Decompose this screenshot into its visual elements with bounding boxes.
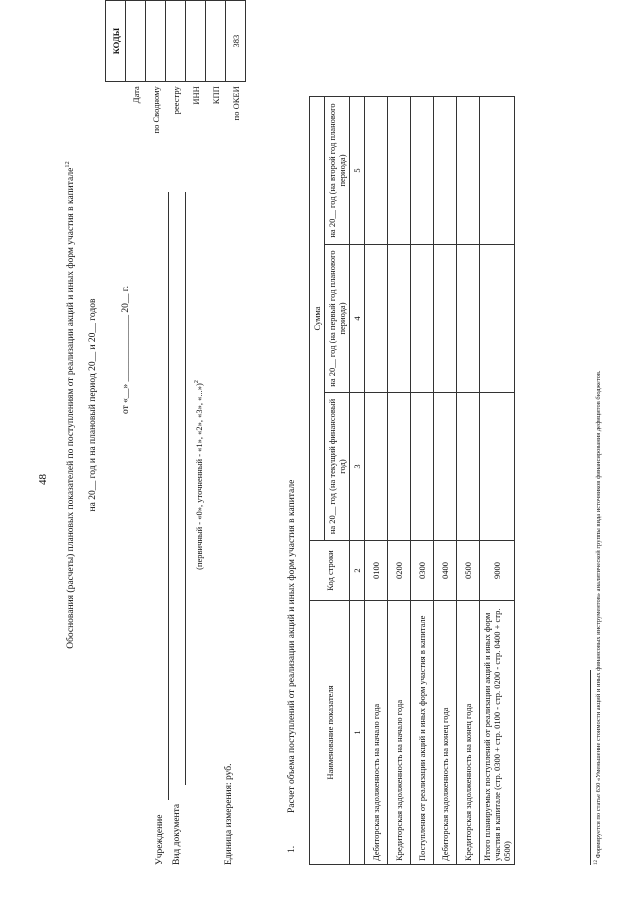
title-text: Обоснования (расчеты) плановых показателей по поступлениям от реализации акций и иных форм участия в капитале xyxy=(66,167,77,649)
sum-cell[interactable] xyxy=(434,393,457,541)
codes-value[interactable] xyxy=(206,1,226,82)
header-first-plan-year: на 20__ год (на первый год планового периода) xyxy=(325,245,350,393)
codes-row xyxy=(186,1,206,169)
document-type-label: Вид документа xyxy=(172,803,182,865)
calculation-table xyxy=(309,96,515,865)
sum-cell[interactable] xyxy=(365,245,388,393)
document-type-note xyxy=(194,235,204,715)
section-number: 1. xyxy=(287,845,297,853)
footnote-text: Формируется по статье 630 «Уменьшение стоимости акций и иных финансовых инструментов» аналитической группы вида источников финансирования дефицитов бюджетов. xyxy=(595,370,603,859)
table-row xyxy=(388,97,411,865)
date-line: от «__» ______________ 20__ г. xyxy=(121,286,131,414)
codes-value[interactable] xyxy=(186,1,206,82)
sum-cell[interactable] xyxy=(388,97,411,245)
sum-cell[interactable] xyxy=(457,393,480,541)
header-sum: Сумма xyxy=(310,97,325,541)
header-current-year: на 20__ год (на текущий финансовый год) xyxy=(325,393,350,541)
table-row xyxy=(480,97,515,865)
codes-row xyxy=(146,1,166,169)
document-type-field[interactable] xyxy=(185,192,186,785)
sum-cell[interactable] xyxy=(365,97,388,245)
sum-cell[interactable] xyxy=(480,393,515,541)
codes-label: по Сводному xyxy=(150,86,161,134)
footnote-divider xyxy=(590,670,591,865)
sum-cell[interactable] xyxy=(457,97,480,245)
sum-cell[interactable] xyxy=(480,97,515,245)
sum-cell[interactable] xyxy=(411,245,434,393)
row-name: Кредиторская задолженность на конец года xyxy=(457,601,480,865)
codes-value[interactable] xyxy=(126,1,146,82)
sum-cell[interactable] xyxy=(388,245,411,393)
row-code: 0400 xyxy=(434,541,457,601)
codes-label: ИНН xyxy=(190,86,201,105)
codes-table xyxy=(105,0,246,168)
column-number: 4 xyxy=(350,245,365,393)
sum-cell[interactable] xyxy=(434,245,457,393)
table-row xyxy=(457,97,480,865)
table-row xyxy=(434,97,457,865)
header-row-code: Код строки xyxy=(310,541,350,601)
document-type-note-text: (первичный - «0», уточненный - «1», «2», «3», «...») xyxy=(194,383,204,570)
codes-value[interactable] xyxy=(166,1,186,82)
sum-cell[interactable] xyxy=(457,245,480,393)
row-name: Дебиторская задолженность на начало года xyxy=(365,601,388,865)
sum-cell[interactable] xyxy=(388,393,411,541)
table-row xyxy=(411,97,434,865)
codes-row xyxy=(206,1,226,169)
institution-field[interactable] xyxy=(168,192,169,800)
codes-row xyxy=(226,1,246,169)
sum-cell[interactable] xyxy=(434,97,457,245)
sum-cell[interactable] xyxy=(411,97,434,245)
header-indicator-name: Наименование показателя xyxy=(310,601,350,865)
sum-cell[interactable] xyxy=(365,393,388,541)
sum-cell[interactable] xyxy=(480,245,515,393)
row-name: Итого планируемых поступлений от реализации акций и иных форм участия в капитале (стр. 0300 + стр. 0100 - стр. 0200 - стр. 0400 + стр. 0500) xyxy=(480,601,515,865)
row-name: Кредиторская задолженность на начало года xyxy=(388,601,411,865)
column-number: 3 xyxy=(350,393,365,541)
codes-header: КОДЫ xyxy=(106,1,126,82)
section-title: Расчет объема поступлений от реализации акций и иных форм участия в капитале xyxy=(287,479,297,813)
column-numbers-row xyxy=(350,97,365,865)
unit-line: Единица измерения: руб. xyxy=(224,763,234,865)
row-code: 0500 xyxy=(457,541,480,601)
footnote xyxy=(594,370,602,865)
table-row xyxy=(365,97,388,865)
title-period: на 20__ год и на плановый период 20__ и 20__ годов xyxy=(88,298,98,512)
row-name: Дебиторская задолженность на конец года xyxy=(434,601,457,865)
row-code: 0100 xyxy=(365,541,388,601)
row-name: Поступления от реализации акций и иных форм участия в капитале xyxy=(411,601,434,865)
row-code: 0300 xyxy=(411,541,434,601)
column-number: 1 xyxy=(350,601,365,865)
row-code: 0200 xyxy=(388,541,411,601)
header-second-plan-year: на 20__ год (на второй год планового периода) xyxy=(325,97,350,245)
codes-row xyxy=(166,1,186,169)
document-type-note-mark: 2 xyxy=(194,380,201,384)
title-footnote-mark: 12 xyxy=(64,161,71,168)
codes-label: реестру xyxy=(170,86,181,115)
codes-value[interactable]: 383 xyxy=(226,1,246,82)
codes-label: Дата xyxy=(130,86,141,104)
column-number: 2 xyxy=(350,541,365,601)
codes-row xyxy=(126,1,146,169)
row-code: 9000 xyxy=(480,541,515,601)
column-number: 5 xyxy=(350,97,365,245)
footnote-mark: 12 xyxy=(594,860,599,865)
codes-label: по ОКЕИ xyxy=(230,86,241,121)
sum-cell[interactable] xyxy=(411,393,434,541)
codes-label: КПП xyxy=(210,86,221,105)
institution-label: Учреждение xyxy=(155,814,165,865)
page-number: 48 xyxy=(37,474,49,485)
codes-value[interactable] xyxy=(146,1,166,82)
document-title xyxy=(64,0,78,815)
